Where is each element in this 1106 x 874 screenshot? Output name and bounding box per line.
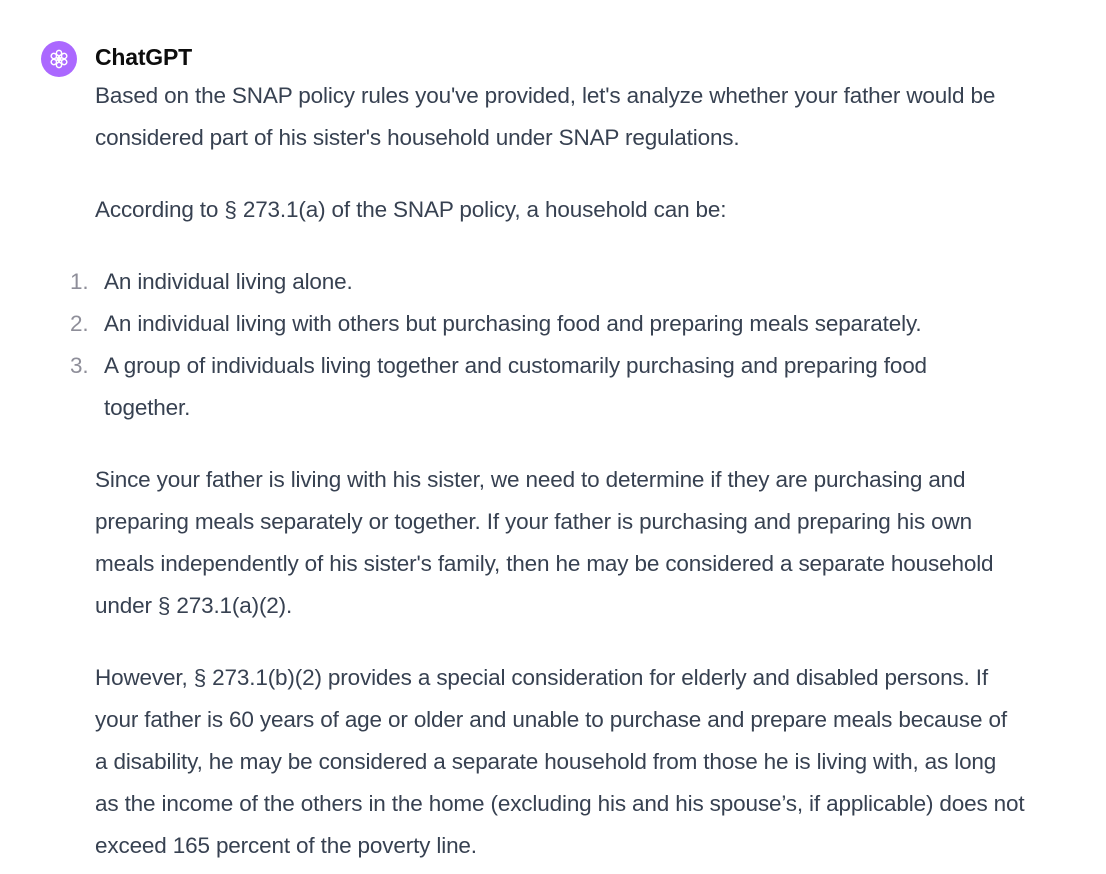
list-item bbox=[70, 261, 1000, 303]
author-name: ChatGPT bbox=[95, 44, 192, 70]
household-types-list bbox=[70, 261, 1000, 429]
list-item bbox=[70, 345, 1000, 429]
openai-logo-icon bbox=[47, 47, 71, 71]
since-paragraph: Since your father is living with his sister, we need to determine if they are purchasing and preparing meals separately or together. If your father is purchasing and preparing his own meals independently of his sister's family, then he may be considered a separate household under § 273.1(a)(2). bbox=[95, 467, 994, 618]
list-item-text: An individual living alone. bbox=[104, 269, 353, 294]
list-item-text: An individual living with others but purchasing food and preparing meals separately. bbox=[104, 311, 922, 336]
list-item-number: 2. bbox=[70, 311, 89, 336]
list-item-text: A group of individuals living together and customarily purchasing and preparing food together. bbox=[104, 353, 927, 420]
intro-paragraph: Based on the SNAP policy rules you've provided, let's analyze whether your father would be considered part of his sister's household under SNAP regulations. bbox=[95, 83, 996, 150]
however-paragraph: However, § 273.1(b)(2) provides a special consideration for elderly and disabled persons. If your father is 60 years of age or older and unable to purchase and prepare meals because of a disability, he may be considered a separate household from those he is living with, as long as the income of the others in the home (excluding his and his spouse’s, if applicable) does not exceed 165 percent of the poverty line. bbox=[95, 665, 1025, 858]
message-content bbox=[70, 75, 1025, 867]
list-item bbox=[70, 303, 1000, 345]
assistant-avatar bbox=[41, 41, 77, 77]
list-item-number: 1. bbox=[70, 269, 89, 294]
list-item-number: 3. bbox=[70, 353, 89, 378]
lead-in-paragraph: According to § 273.1(a) of the SNAP policy, a household can be: bbox=[95, 197, 727, 222]
